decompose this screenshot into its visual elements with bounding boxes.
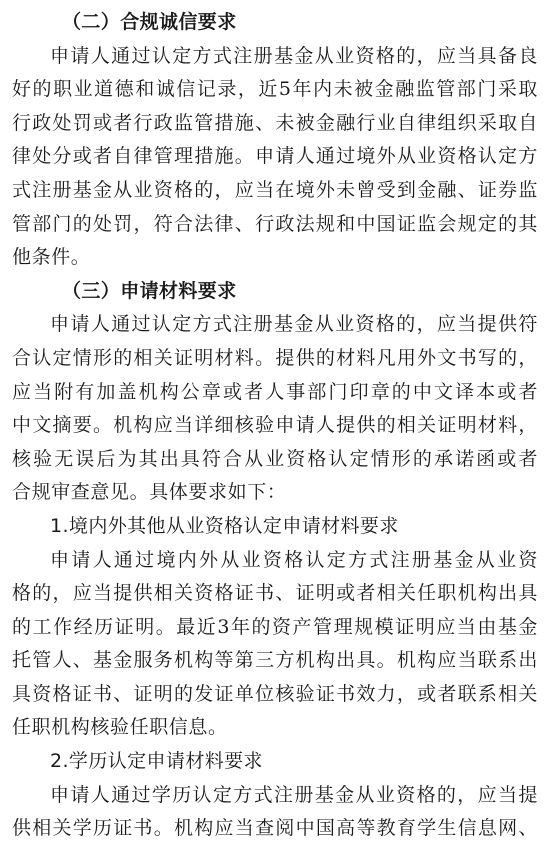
paragraph-line: 申请人通过认定方式注册基金从业资格的，应当提供符: [50, 313, 538, 336]
paragraph-line: 申请人通过学历认定方式注册基金从业资格的，应当提: [50, 783, 538, 806]
paragraph-line: 托管人、基金服务机构等第三方机构出具。机构应当联系出: [12, 649, 538, 672]
paragraph-line: 申请人通过认定方式注册基金从业资格的，应当具备良: [50, 44, 538, 67]
subsection-heading-other-qualifications: 1.境内外其他从业资格认定申请材料要求: [50, 514, 399, 537]
section-heading-compliance: （二）合规诚信要求: [62, 11, 237, 33]
paragraph-line: 式注册基金从业资格的，应当在境外未曾受到金融、证券监: [12, 178, 538, 201]
section-heading-materials: （三）申请材料要求: [62, 279, 237, 302]
paragraph-line: 应当附有加盖机构公章或者人事部门印章的中文译本或者: [12, 380, 538, 403]
paragraph-line: 核验无误后为其出具符合从业资格认定情形的承诺函或者: [12, 447, 538, 470]
paragraph-line: 具资格证书、证明的发证单位核验证书效力，或者联系相关: [12, 682, 538, 705]
paragraph-line: 好的职业道德和诚信记录，近5年内未被金融监管部门采取: [12, 78, 538, 101]
paragraph-line: 格的，应当提供相关资格证书、证明或者相关任职机构出具: [12, 582, 538, 605]
paragraph-line: 任职机构核验任职信息。: [12, 716, 228, 739]
subsection-heading-education: 2.学历认定申请材料要求: [50, 750, 263, 773]
paragraph-line: 供相关学历证书。机构应当查阅中国高等教育学生信息网、: [12, 817, 538, 840]
paragraph-line: 他条件。: [12, 246, 91, 269]
paragraph-line: 中文摘要。机构应当详细核验申请人提供的相关证明材料，: [12, 414, 538, 437]
paragraph-line: 律处分或者自律管理措施。申请人通过境外从业资格认定方: [12, 145, 538, 168]
paragraph-line: 的工作经历证明。最近3年的资产管理规模证明应当由基金: [12, 615, 538, 638]
paragraph-line: 合规审查意见。具体要求如下：: [12, 481, 287, 504]
paragraph-line: 合认定情形的相关证明材料。提供的材料凡用外文书写的，: [12, 346, 538, 369]
paragraph-line: 行政处罚或者行政监管措施、未被金融行业自律组织采取自: [12, 111, 538, 134]
paragraph-line: 申请人通过境内外从业资格认定方式注册基金从业资: [50, 548, 538, 571]
paragraph-line: 管部门的处罚，符合法律、行政法规和中国证监会规定的其: [12, 212, 538, 235]
